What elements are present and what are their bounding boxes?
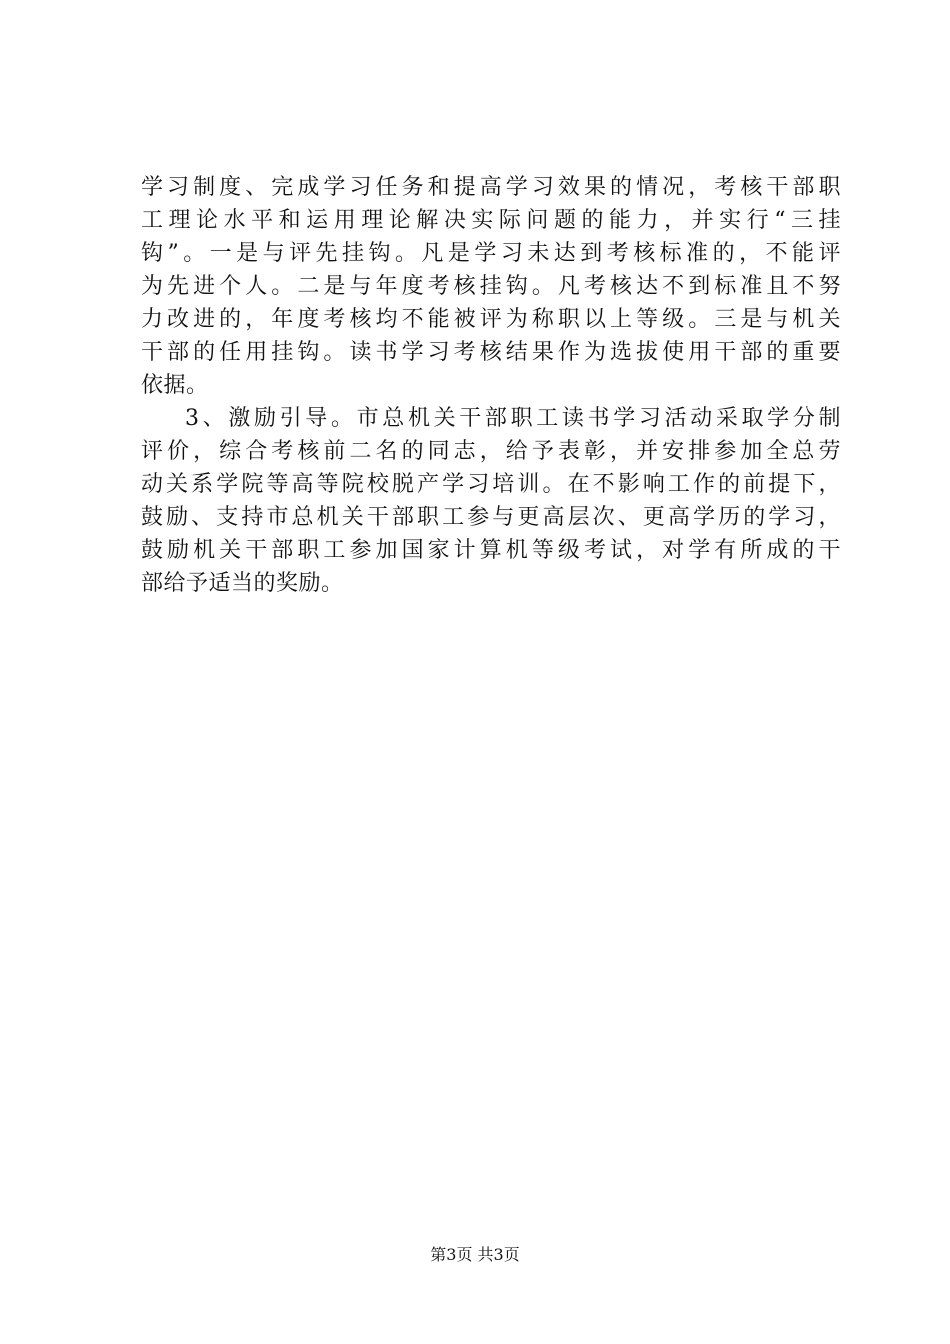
page-total: 共3页 — [477, 1245, 520, 1264]
text-line: 部给予适当的奖励。 — [141, 571, 344, 596]
text-line: 鼓励、支持市总机关干部职工参与更高层次、更高学历的学习， — [141, 505, 841, 530]
text-line: 依据。 — [141, 373, 209, 398]
page-footer — [0, 1244, 950, 1266]
text-line: 钩”。一是与评先挂钩。凡是学习未达到考核标准的，不能评 — [141, 241, 841, 266]
text-line: 工理论水平和运用理论解决实际问题的能力，并实行“三挂 — [141, 208, 841, 233]
paragraph-first-line: 3、激励引导。市总机关干部职工读书学习活动采取学分制 — [185, 406, 841, 431]
text-line: 为先进个人。二是与年度考核挂钩。凡考核达不到标准且不努 — [141, 274, 841, 299]
document-body — [141, 171, 841, 600]
text-line: 干部的任用挂钩。读书学习考核结果作为选拔使用干部的重要 — [141, 340, 841, 365]
text-line: 鼓励机关干部职工参加国家计算机等级考试，对学有所成的干 — [141, 538, 841, 563]
text-line: 动关系学院等高等院校脱产学习培训。在不影响工作的前提下， — [141, 472, 841, 497]
text-line: 评价，综合考核前二名的同志，给予表彰，并安排参加全总劳 — [141, 439, 841, 464]
text-line: 学习制度、完成学习任务和提高学习效果的情况，考核干部职 — [141, 175, 841, 200]
page-number: 第3页 — [430, 1245, 473, 1264]
text-line: 力改进的，年度考核均不能被评为称职以上等级。三是与机关 — [141, 307, 841, 332]
